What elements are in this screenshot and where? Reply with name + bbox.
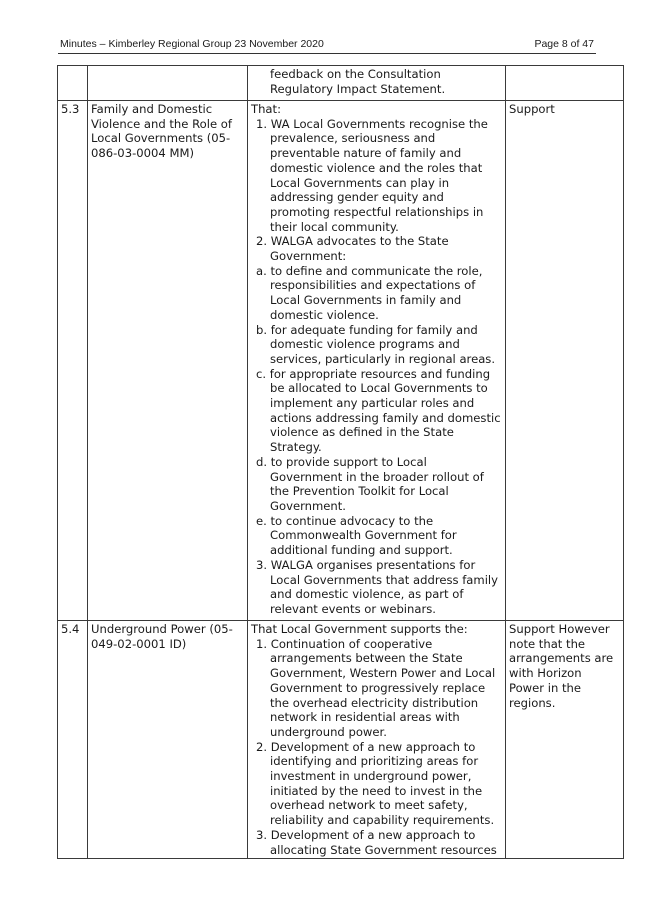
- page-header: [58, 37, 596, 54]
- resolution-text: [248, 66, 506, 101]
- response: Support: [506, 101, 624, 621]
- document-title: Minutes – Kimberley Regional Group 23 November 2020: [60, 38, 324, 50]
- table-row: [58, 66, 624, 101]
- resolution-line: feedback on the Consultation: [270, 67, 441, 81]
- resolution-item: b. for adequate funding for family and domestic violence programs and services, particularly in regional areas.: [256, 322, 496, 366]
- table-row: [58, 621, 624, 859]
- item-number: 5.3: [58, 101, 88, 621]
- resolution-item: 3. Development of a new approach to allocating State Government resources: [256, 827, 497, 857]
- resolution-item: a. to define and communicate the role, responsibilities and expectations of Local Governments in family and domestic violence.: [256, 263, 483, 322]
- response: Support However note that the arrangements are with Horizon Power in the regions.: [506, 621, 624, 859]
- resolution-item: 2. WALGA advocates to the State Government:: [256, 234, 449, 264]
- resolution-intro: That Local Government supports the:: [251, 622, 468, 636]
- response: [506, 66, 624, 101]
- item-number: 5.4: [58, 621, 88, 859]
- item-title: Underground Power (05-049-02-0001 ID): [88, 621, 248, 859]
- resolution-item: d. to provide support to Local Government in the broader rollout of the Prevention Toolkit for Local Government.: [256, 454, 484, 513]
- item-title: Family and Domestic Violence and the Role of Local Governments (05-086-03-0004 MM): [88, 101, 248, 621]
- resolution-intro: That:: [251, 102, 281, 116]
- resolution-item: 3. WALGA organises presentations for Local Governments that address family and domestic violence, as part of relevant events or webinars.: [256, 557, 499, 616]
- item-number: [58, 66, 88, 101]
- page-number: Page 8 of 47: [534, 38, 594, 50]
- table-row: [58, 101, 624, 621]
- resolution-item: 2. Development of a new approach to identifying and prioritizing areas for investment in underground power, initiated by the need to invest in the overhead network to meet safety, reliability and capability requirements.: [256, 739, 495, 828]
- resolution-text: [248, 621, 506, 859]
- resolution-text: [248, 101, 506, 621]
- resolution-item: 1. Continuation of cooperative arrangements between the State Government, Western Power and Local Government to progressively replace the overhead electricity distribution network in residential areas with underground power.: [256, 636, 496, 739]
- resolution-item: e. to continue advocacy to the Commonwealth Government for additional funding and support.: [256, 513, 457, 558]
- minutes-table: [57, 65, 624, 859]
- item-title: [88, 66, 248, 101]
- resolution-item: 1. WA Local Governments recognise the prevalence, seriousness and preventable nature of family and domestic violence and the roles that Local Governments can play in addressing gender equity and promoting respectful relationships in their local community.: [256, 116, 488, 234]
- resolution-item: c. for appropriate resources and funding be allocated to Local Governments to implement any particular roles and actions addressing family and domestic violence as defined in the State Strategy.: [256, 366, 501, 455]
- resolution-line: Regulatory Impact Statement.: [270, 81, 446, 96]
